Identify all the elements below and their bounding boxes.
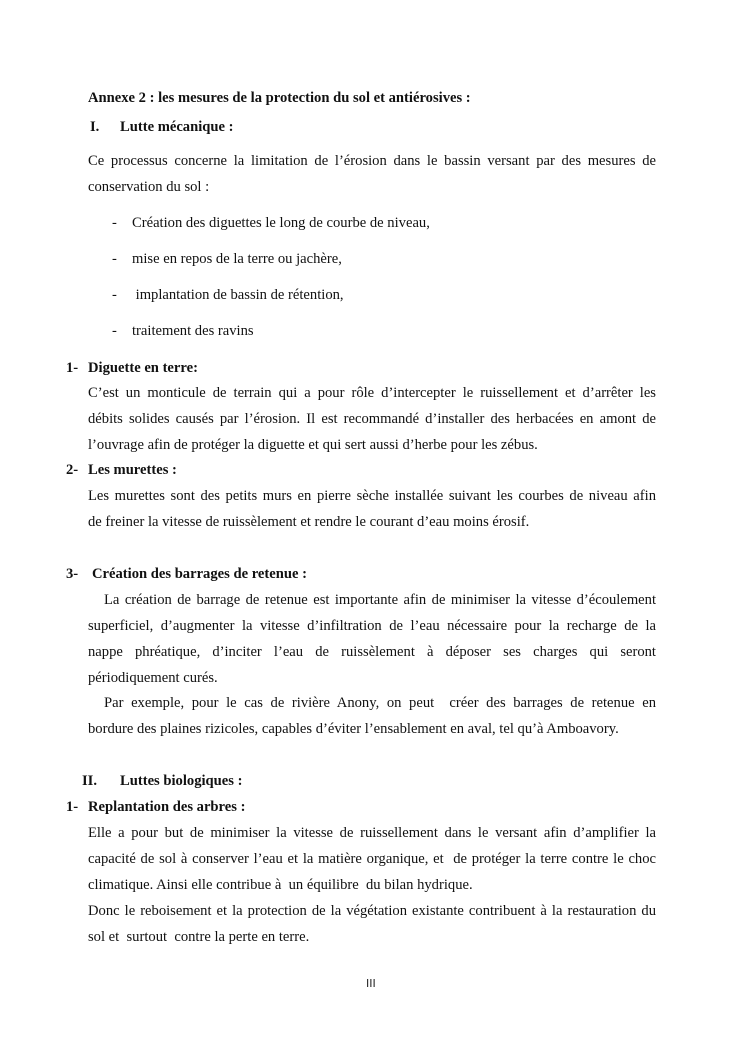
item-title: Création des barrages de retenue :	[92, 566, 307, 582]
paragraph-line: sol et surtout contre la perte en terre.	[88, 929, 310, 945]
paragraph-line: débits solides causés par l’érosion. Il est recommandé d’installer des herbacées en amont de	[88, 411, 656, 427]
bullet-dash: -	[112, 251, 117, 267]
item-number: 1-	[66, 360, 79, 376]
paragraph-line: La création de barrage de retenue est importante afin de minimiser la vitesse d’écoulement	[104, 592, 656, 608]
paragraph-line: Donc le reboisement et la protection de la végétation existante contribuent à la restauration du	[88, 903, 656, 919]
section-1-intro-line: Ce processus concerne la limitation de l’érosion dans le bassin versant par des mesures de	[88, 153, 656, 169]
item-number: 3-	[66, 566, 79, 582]
bullet-item: mise en repos de la terre ou jachère,	[132, 251, 342, 267]
bullet-dash: -	[112, 323, 117, 339]
section-2-numeral: II.	[82, 773, 98, 789]
paragraph-line: Par exemple, pour le cas de rivière Anony, on peut créer des barrages de retenue en	[104, 695, 656, 711]
item-number: 2-	[66, 462, 79, 478]
paragraph-line: périodiquement curés.	[88, 670, 218, 686]
paragraph-line: l’ouvrage afin de protéger la diguette et qui sert aussi d’herbe pour les zébus.	[88, 437, 538, 453]
paragraph-line: C’est un monticule de terrain qui a pour rôle d’intercepter le ruissellement et d’arrêter les	[88, 385, 656, 401]
item-number: 1-	[66, 799, 79, 815]
paragraph-line: nappe phréatique, d’inciter l’eau de ruissèlement à déposer ses charges qui seront	[88, 644, 656, 660]
section-1-title: Lutte mécanique :	[120, 119, 234, 135]
paragraph-line: Elle a pour but de minimiser la vitesse de ruissellement dans le versant afin d’amplifier la	[88, 825, 656, 841]
paragraph-line: de freiner la vitesse de ruissèlement et rendre le courant d’eau moins érosif.	[88, 514, 530, 530]
item-title: Diguette en terre:	[88, 360, 198, 376]
paragraph-line: Les murettes sont des petits murs en pierre sèche installée suivant les courbes de niveau afin	[88, 488, 656, 504]
bullet-item: implantation de bassin de rétention,	[132, 287, 344, 303]
paragraph-line: climatique. Ainsi elle contribue à un équilibre du bilan hydrique.	[88, 877, 473, 893]
bullet-dash: -	[112, 215, 117, 231]
bullet-item: Création des diguettes le long de courbe de niveau,	[132, 215, 430, 231]
item-title: Replantation des arbres :	[88, 799, 246, 815]
paragraph-line: capacité de sol à conserver l’eau et la matière organique, et de protéger la terre contre le choc	[88, 851, 656, 867]
paragraph-line: bordure des plaines rizicoles, capables d’éviter l’ensablement en aval, tel qu’à Amboavory.	[88, 721, 619, 737]
annex-title: Annexe 2 : les mesures de la protection du sol et antiérosives :	[88, 90, 471, 106]
section-1-numeral: I.	[90, 119, 100, 135]
item-title: Les murettes :	[88, 462, 177, 478]
section-2-title: Luttes biologiques :	[120, 773, 243, 789]
section-1-intro-line: conservation du sol :	[88, 179, 210, 195]
paragraph-line: superficiel, d’augmenter la vitesse d’infiltration de l’eau nécessaire pour la recharge de la	[88, 618, 656, 634]
bullet-dash: -	[112, 287, 117, 303]
bullet-item: traitement des ravins	[132, 323, 254, 339]
page-number: III	[366, 977, 376, 990]
